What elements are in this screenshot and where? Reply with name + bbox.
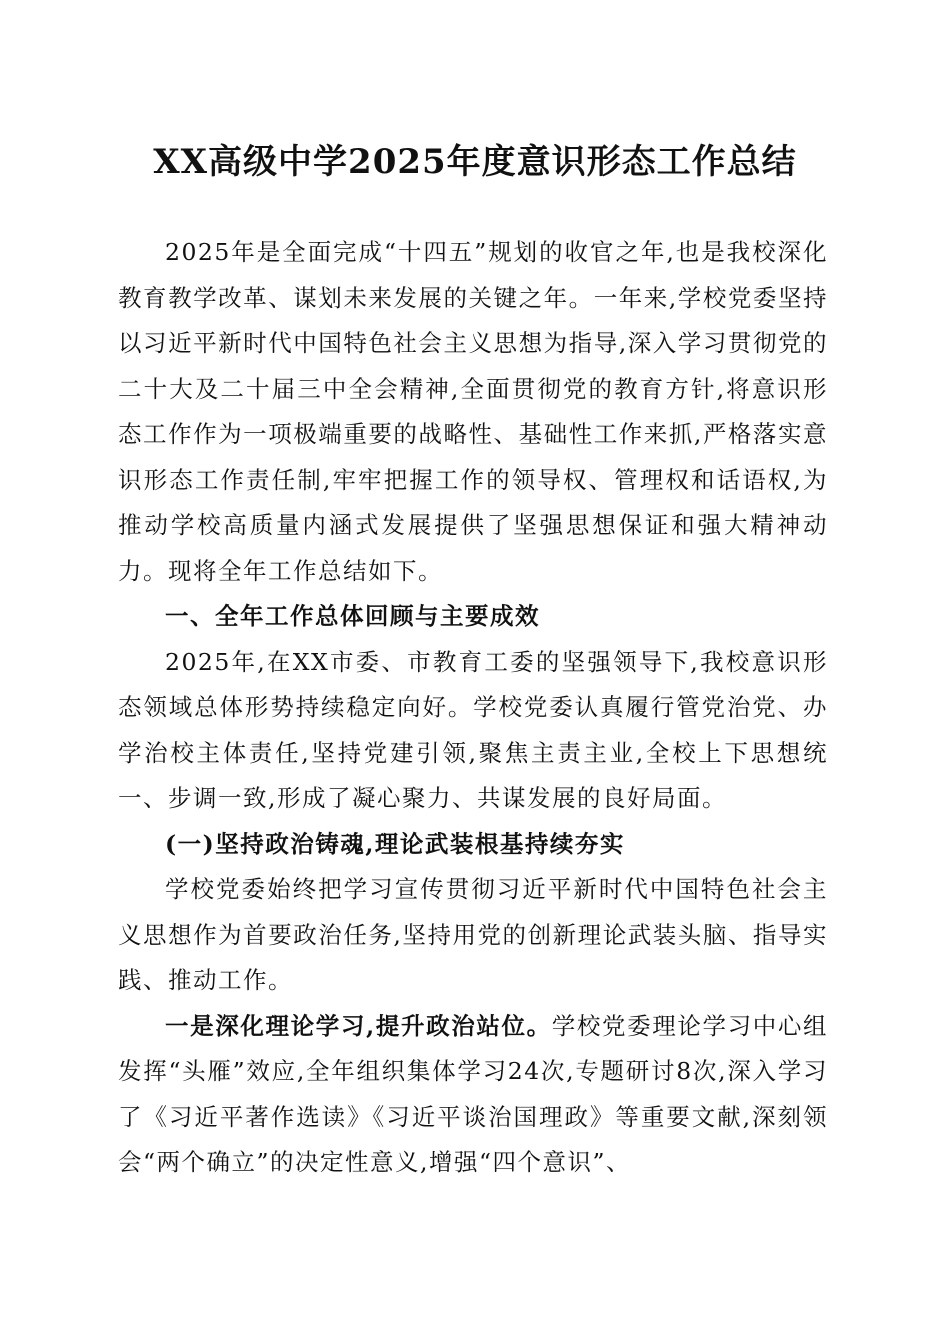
document-body [118, 230, 828, 1186]
section-paragraph: 2025年,在XX市委、市教育工委的坚强领导下,我校意识形态领域总体形势持续稳定向好。学校党委认真履行管党治党、办学治校主体责任,坚持党建引领,聚焦主责主业,全校上下思想统一、步调一致,形成了凝心聚力、共谋发展的良好局面。 [118, 647, 828, 812]
subsection-paragraph: 学校党委始终把学习宣传贯彻习近平新时代中国特色社会主义思想作为首要政治任务,坚持用党的创新理论武装头脑、指导实践、推动工作。 [118, 875, 828, 994]
section-heading: 一、全年工作总体回顾与主要成效 [165, 602, 540, 630]
subsection-heading: (一)坚持政治铸魂,理论武装根基持续夯实 [165, 829, 625, 858]
intro-paragraph: 2025年是全面完成“十四五”规划的收官之年,也是我校深化教育教学改革、谋划未来发展的关键之年。一年来,学校党委坚持以习近平新时代中国特色社会主义思想为指导,深入学习贯彻党的二十大及二十届三中全会精神,全面贯彻党的教育方针,将意识形态工作作为一项极端重要的战略性、基础性工作来抓,严格落实意识形态工作责任制,牢牢把握工作的领导权、管理权和话语权,为推动学校高质量内涵式发展提供了坚强思想保证和强大精神动力。现将全年工作总结如下。 [118, 238, 828, 585]
point-paragraph [118, 1004, 828, 1186]
point-lead: 一是深化理论学习,提升政治站位。 [165, 1011, 552, 1040]
point-text: 学校党委理论学习中心组发挥“头雁”效应,全年组织集体学习24次,专题研讨8次,深入学习了《习近平著作选读》《习近平谈治国理政》等重要文献,深刻领会“两个确立”的决定性意义,增强“四个意识”、 [118, 1011, 829, 1176]
document-title: XX高级中学2025年度意识形态工作总结 [153, 142, 797, 182]
